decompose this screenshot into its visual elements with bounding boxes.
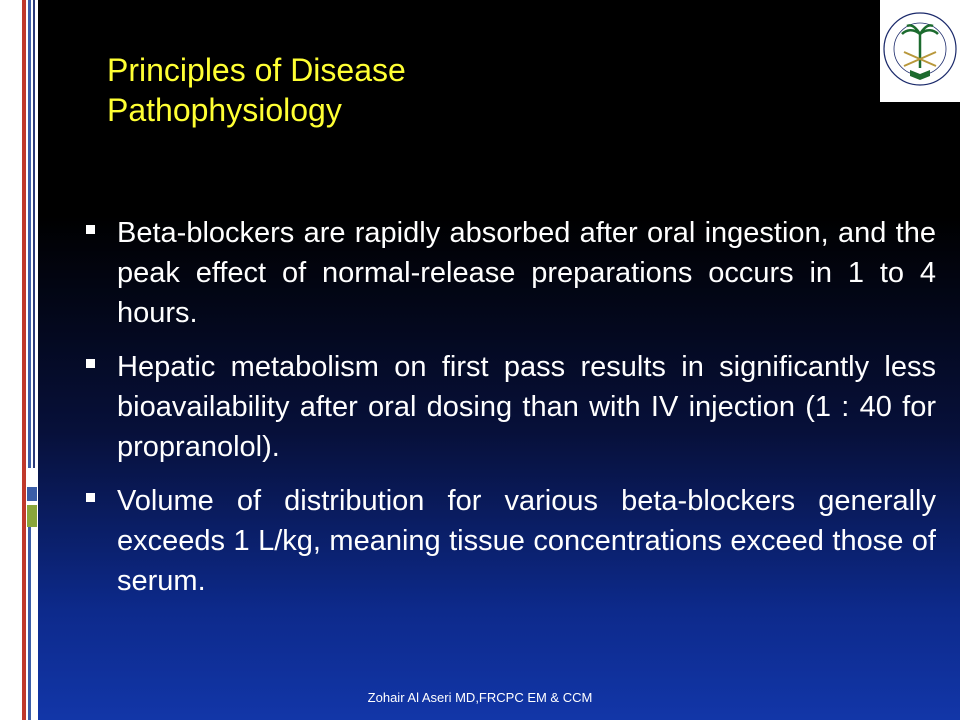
accent-bar-red-lower <box>22 470 26 720</box>
king-saud-university-logo <box>880 0 960 102</box>
bullet-text: Beta-blockers are rapidly absorbed after oral ingestion, and the peak effect of normal-release preparations occurs in 1 to 4 hours. <box>117 217 936 329</box>
accent-bar-red <box>22 0 26 470</box>
bullet-item <box>86 213 936 333</box>
bullet-item <box>86 347 936 467</box>
left-accent-strip <box>0 0 38 720</box>
bullet-list <box>86 213 936 615</box>
accent-bar-blue-dark <box>33 0 35 468</box>
slide-title <box>107 50 667 130</box>
slide-title-line-2: Pathophysiology <box>107 92 342 128</box>
slide-title-line-1: Principles of Disease <box>107 52 406 88</box>
palm-tree-icon <box>902 25 938 68</box>
book-icon <box>910 70 930 80</box>
bullet-text: Hepatic metabolism on first pass results in significantly less bioavailability after oral dosing than with IV injection (1 : 40 for propranolol). <box>117 351 936 463</box>
logo-emblem <box>880 0 960 102</box>
square-bullet-icon <box>86 225 95 234</box>
square-bullet-icon <box>86 493 95 502</box>
accent-block-blue <box>27 487 37 501</box>
accent-bar-blue <box>28 0 31 468</box>
accent-block-green <box>27 505 37 527</box>
square-bullet-icon <box>86 359 95 368</box>
slide-footer: Zohair Al Aseri MD,FRCPC EM & CCM <box>367 690 593 705</box>
bullet-text: Volume of distribution for various beta-blockers generally exceeds 1 L/kg, meaning tissue concentrations exceed those of serum. <box>117 485 936 597</box>
bullet-item <box>86 481 936 601</box>
